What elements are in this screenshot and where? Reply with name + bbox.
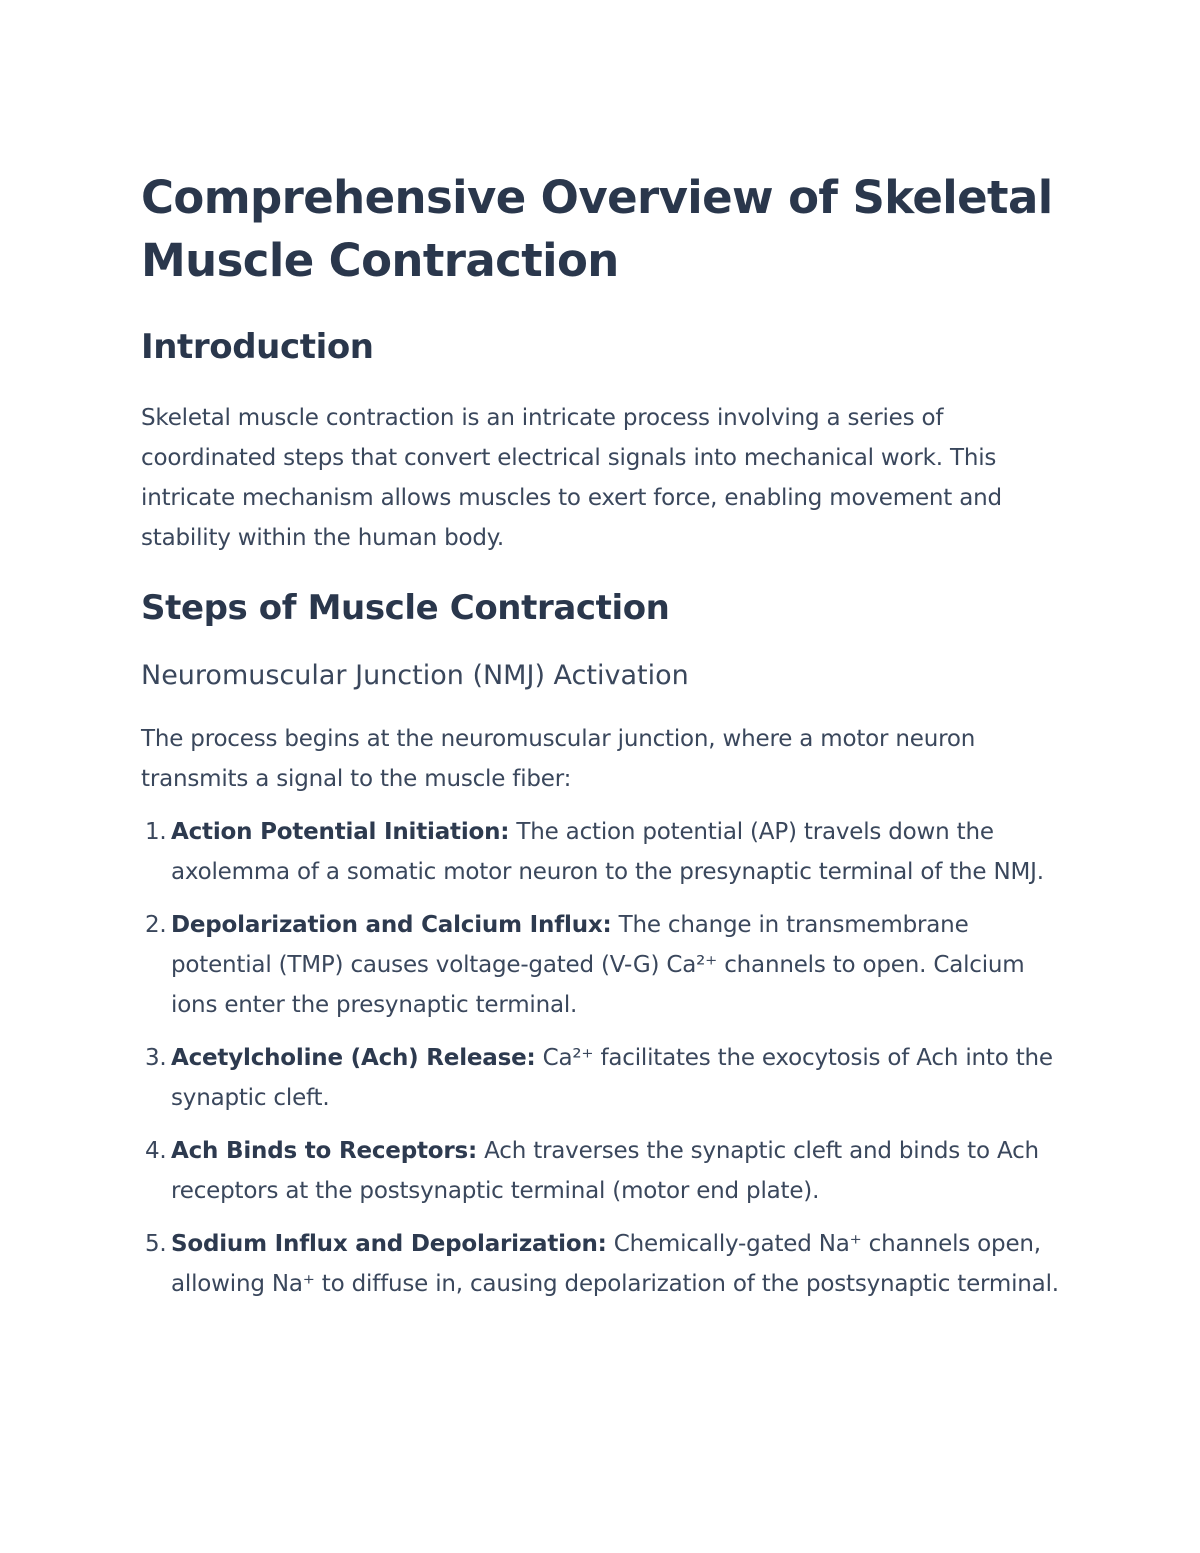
list-item-text: The action potential (AP) travels down the axolemma of a somatic motor neuron to the presynaptic terminal of the NMJ. bbox=[171, 819, 1044, 885]
document-page bbox=[141, 166, 1061, 1317]
list-item-number: 2. bbox=[145, 912, 167, 938]
list-item-term: Depolarization and Calcium Influx bbox=[171, 912, 603, 938]
steps-heading: Steps of Muscle Contraction bbox=[141, 588, 670, 628]
introduction-paragraph: Skeletal muscle contraction is an intricate process involving a series of coordinated steps that convert electrical signals into mechanical work. This intricate mechanism allows muscles to exert force, enabling movement and stability within the human body. bbox=[141, 405, 1002, 551]
list-item-text: The change in transmembrane potential (TMP) causes voltage-gated (V-G) Ca²⁺ channels to open. Calcium ions enter the presynaptic terminal. bbox=[171, 912, 1025, 1018]
list-item-separator: : bbox=[468, 1138, 478, 1164]
list-item-separator: : bbox=[602, 912, 612, 938]
list-item-text: Ca²⁺ facilitates the exocytosis of Ach into the synaptic cleft. bbox=[171, 1045, 1053, 1111]
list-item-number: 5. bbox=[145, 1231, 167, 1257]
nmj-paragraph: The process begins at the neuromuscular junction, where a motor neuron transmits a signal to the muscle fiber: bbox=[141, 726, 976, 792]
list-item-term: Action Potential Initiation bbox=[171, 819, 501, 845]
list-item bbox=[141, 1038, 1061, 1118]
introduction-heading: Introduction bbox=[141, 327, 374, 367]
list-item-term: Sodium Influx and Depolarization bbox=[171, 1231, 598, 1257]
list-item bbox=[141, 812, 1061, 892]
list-item-separator: : bbox=[526, 1045, 536, 1071]
list-item-text: Chemically-gated Na⁺ channels open, allowing Na⁺ to diffuse in, causing depolarization of the postsynaptic terminal. bbox=[171, 1231, 1059, 1297]
list-item bbox=[141, 1131, 1061, 1211]
steps-list bbox=[141, 812, 1061, 1304]
list-item-number: 1. bbox=[145, 819, 167, 845]
list-item bbox=[141, 1224, 1061, 1304]
list-item-separator: : bbox=[500, 819, 510, 845]
list-item-term: Ach Binds to Receptors bbox=[171, 1138, 469, 1164]
list-item-number: 4. bbox=[145, 1138, 167, 1164]
list-item-term: Acetylcholine (Ach) Release bbox=[171, 1045, 527, 1071]
list-item-number: 3. bbox=[145, 1045, 167, 1071]
nmj-subheading: Neuromuscular Junction (NMJ) Activation bbox=[141, 660, 689, 691]
list-item-text: Ach traverses the synaptic cleft and binds to Ach receptors at the postsynaptic terminal (motor end plate). bbox=[171, 1138, 1039, 1204]
document-title: Comprehensive Overview of Skeletal Muscle Contraction bbox=[141, 171, 1053, 287]
list-item bbox=[141, 905, 1061, 1025]
list-item-separator: : bbox=[597, 1231, 607, 1257]
